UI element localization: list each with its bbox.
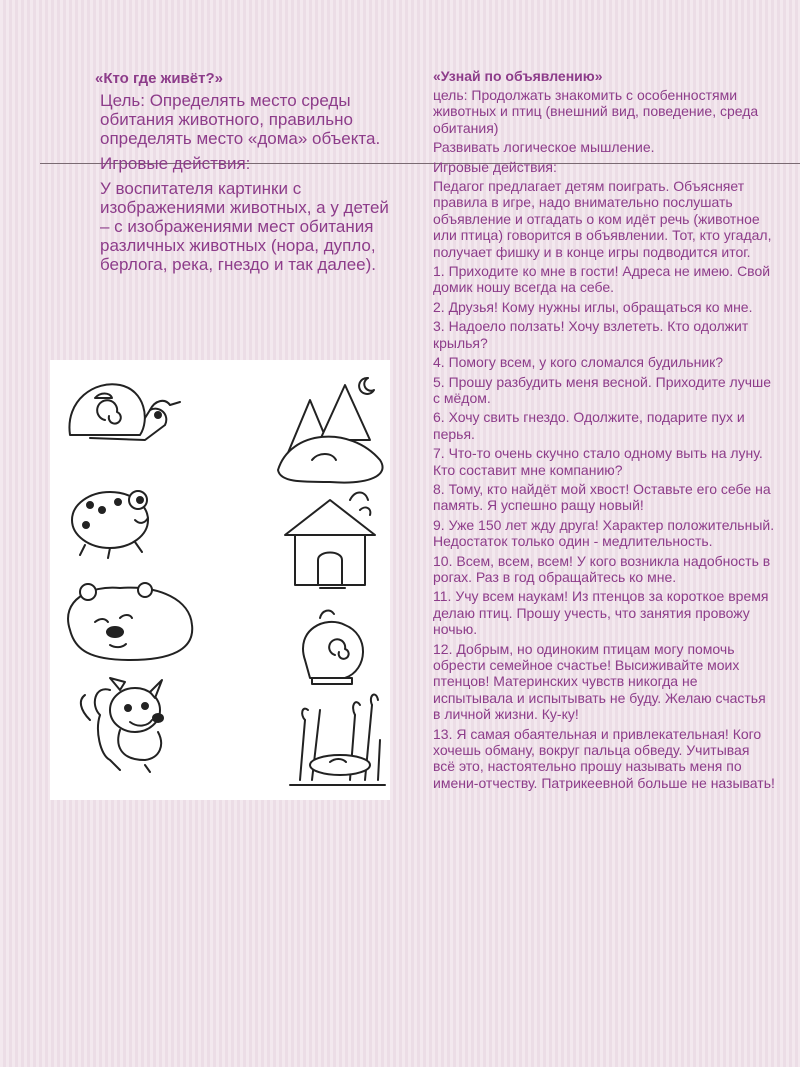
right-list-item-text: 11. Учу всем наукам! Из птенцов за короткое время делаю птиц. Прошу учесть, что занятия провожу ночью. [433,588,769,638]
right-list-item-text: Игровые действия: [433,158,557,175]
right-title: «Узнай по объявлению» [433,68,603,84]
right-list-item [395,318,775,351]
right-list-item-text: Педагог предлагает детям поиграть. Объясняет правила в игре, надо внимательно послушать объявление и отгадать о ком идёт речь (животное или птица) говорится в объявлении. Тот, кто угадал, получает фишку и в конце игры подводится итог. [433,178,772,260]
right-list-item-text: 9. Уже 150 лет жду друга! Характер положительный. Недостаток только один - медлительность. [433,516,775,550]
left-list-item-text: Игровые действия: [100,154,251,173]
right-list-item [395,354,775,370]
animals-homes-picture [50,360,390,800]
right-list-item [395,374,775,407]
right-list-item [395,641,775,723]
right-list-item-text: 6. Хочу свить гнездо. Одолжите, подарите пух и перья. [433,409,745,442]
right-list-item [395,726,775,792]
right-list-item-text: 7. Что-то очень скучно стало одному выть на луну. Кто составит мне компанию? [433,445,763,478]
frog-picture [72,491,148,558]
right-list-item [395,588,775,637]
left-column [55,70,400,280]
right-list-item-text: 4. Помогу всем, у кого сломался будильник? [433,354,724,371]
right-list-item [395,481,775,514]
dog-picture [81,678,163,772]
snowy-den-picture [278,378,383,483]
left-list [55,91,400,274]
right-list-item-text: 13. Я самая обаятельная и привлекательная! Кого хочешь обману, вокруг пальца обведу. Учитывая всё это, настоятельно прошу называть меня по имени-отчеству. Патрикеевной больше не называть! [433,725,775,791]
right-list-item [395,159,775,175]
left-list-item [55,91,400,148]
right-list-item [395,517,775,550]
right-list-item [395,178,775,260]
right-list-item-text: 5. Прошу разбудить меня весной. Приходите лучше с мёдом. [433,373,772,406]
left-list-item [55,154,400,173]
right-list-item [395,445,775,478]
right-list-item-text: 1. Приходите ко мне в гости! Адреса не имею. Свой домик ношу всегда на себе. [433,263,771,296]
shell-house-picture [303,611,363,684]
dog-house-picture [285,493,375,589]
left-list-item [55,179,400,274]
right-list-item-text: 12. Добрым, но одиноким птицам могу помочь обрести семейное счастье! Высиживайте моих птенцов! Материнских чувств никогда не испытывала и испытывать не буду. Желаю счастья в личной жизни. Ку-ку! [433,640,766,723]
right-list-item [395,263,775,296]
bear-picture [68,583,192,660]
right-list-item-text: 2. Друзья! Кому нужны иглы, обращаться ко мне. [433,298,753,315]
pond-picture [290,695,385,785]
right-list-item [395,87,775,136]
right-list-item [395,553,775,586]
left-list-item-text: Цель: Определять место среды обитания животного, правильно определять место «дома» объекта. [100,91,381,148]
right-list-item-text: 8. Тому, кто найдёт мой хвост! Оставьте его себе на память. Я успешно ращу новый! [433,480,771,514]
right-list-item-text: 3. Надоело ползать! Хочу взлететь. Кто одолжит крылья? [433,318,749,351]
right-list-item [395,139,775,155]
right-list-item-text: цель: Продолжать знакомить с особенностями животных и птиц (внешний вид, поведение, среда обитания) [433,87,759,136]
right-list-item-text: Развивать логическое мышление. [433,139,655,156]
left-title: «Кто где живёт?» [95,70,223,87]
right-list-item [395,409,775,442]
right-list [395,87,775,791]
snail-picture [69,384,180,440]
left-list-item-text: У воспитателя картинки с изображениями животных, а у детей – с изображениями мест обитания различных животных (нора, дупло, берлога, река, гнездо и так далее). [100,179,389,274]
right-list-item [395,299,775,315]
right-list-item-text: 10. Всем, всем, всем! У кого возникла надобность в рогах. Раз в год обращайтесь ко мне. [433,552,771,585]
right-column [395,68,775,794]
